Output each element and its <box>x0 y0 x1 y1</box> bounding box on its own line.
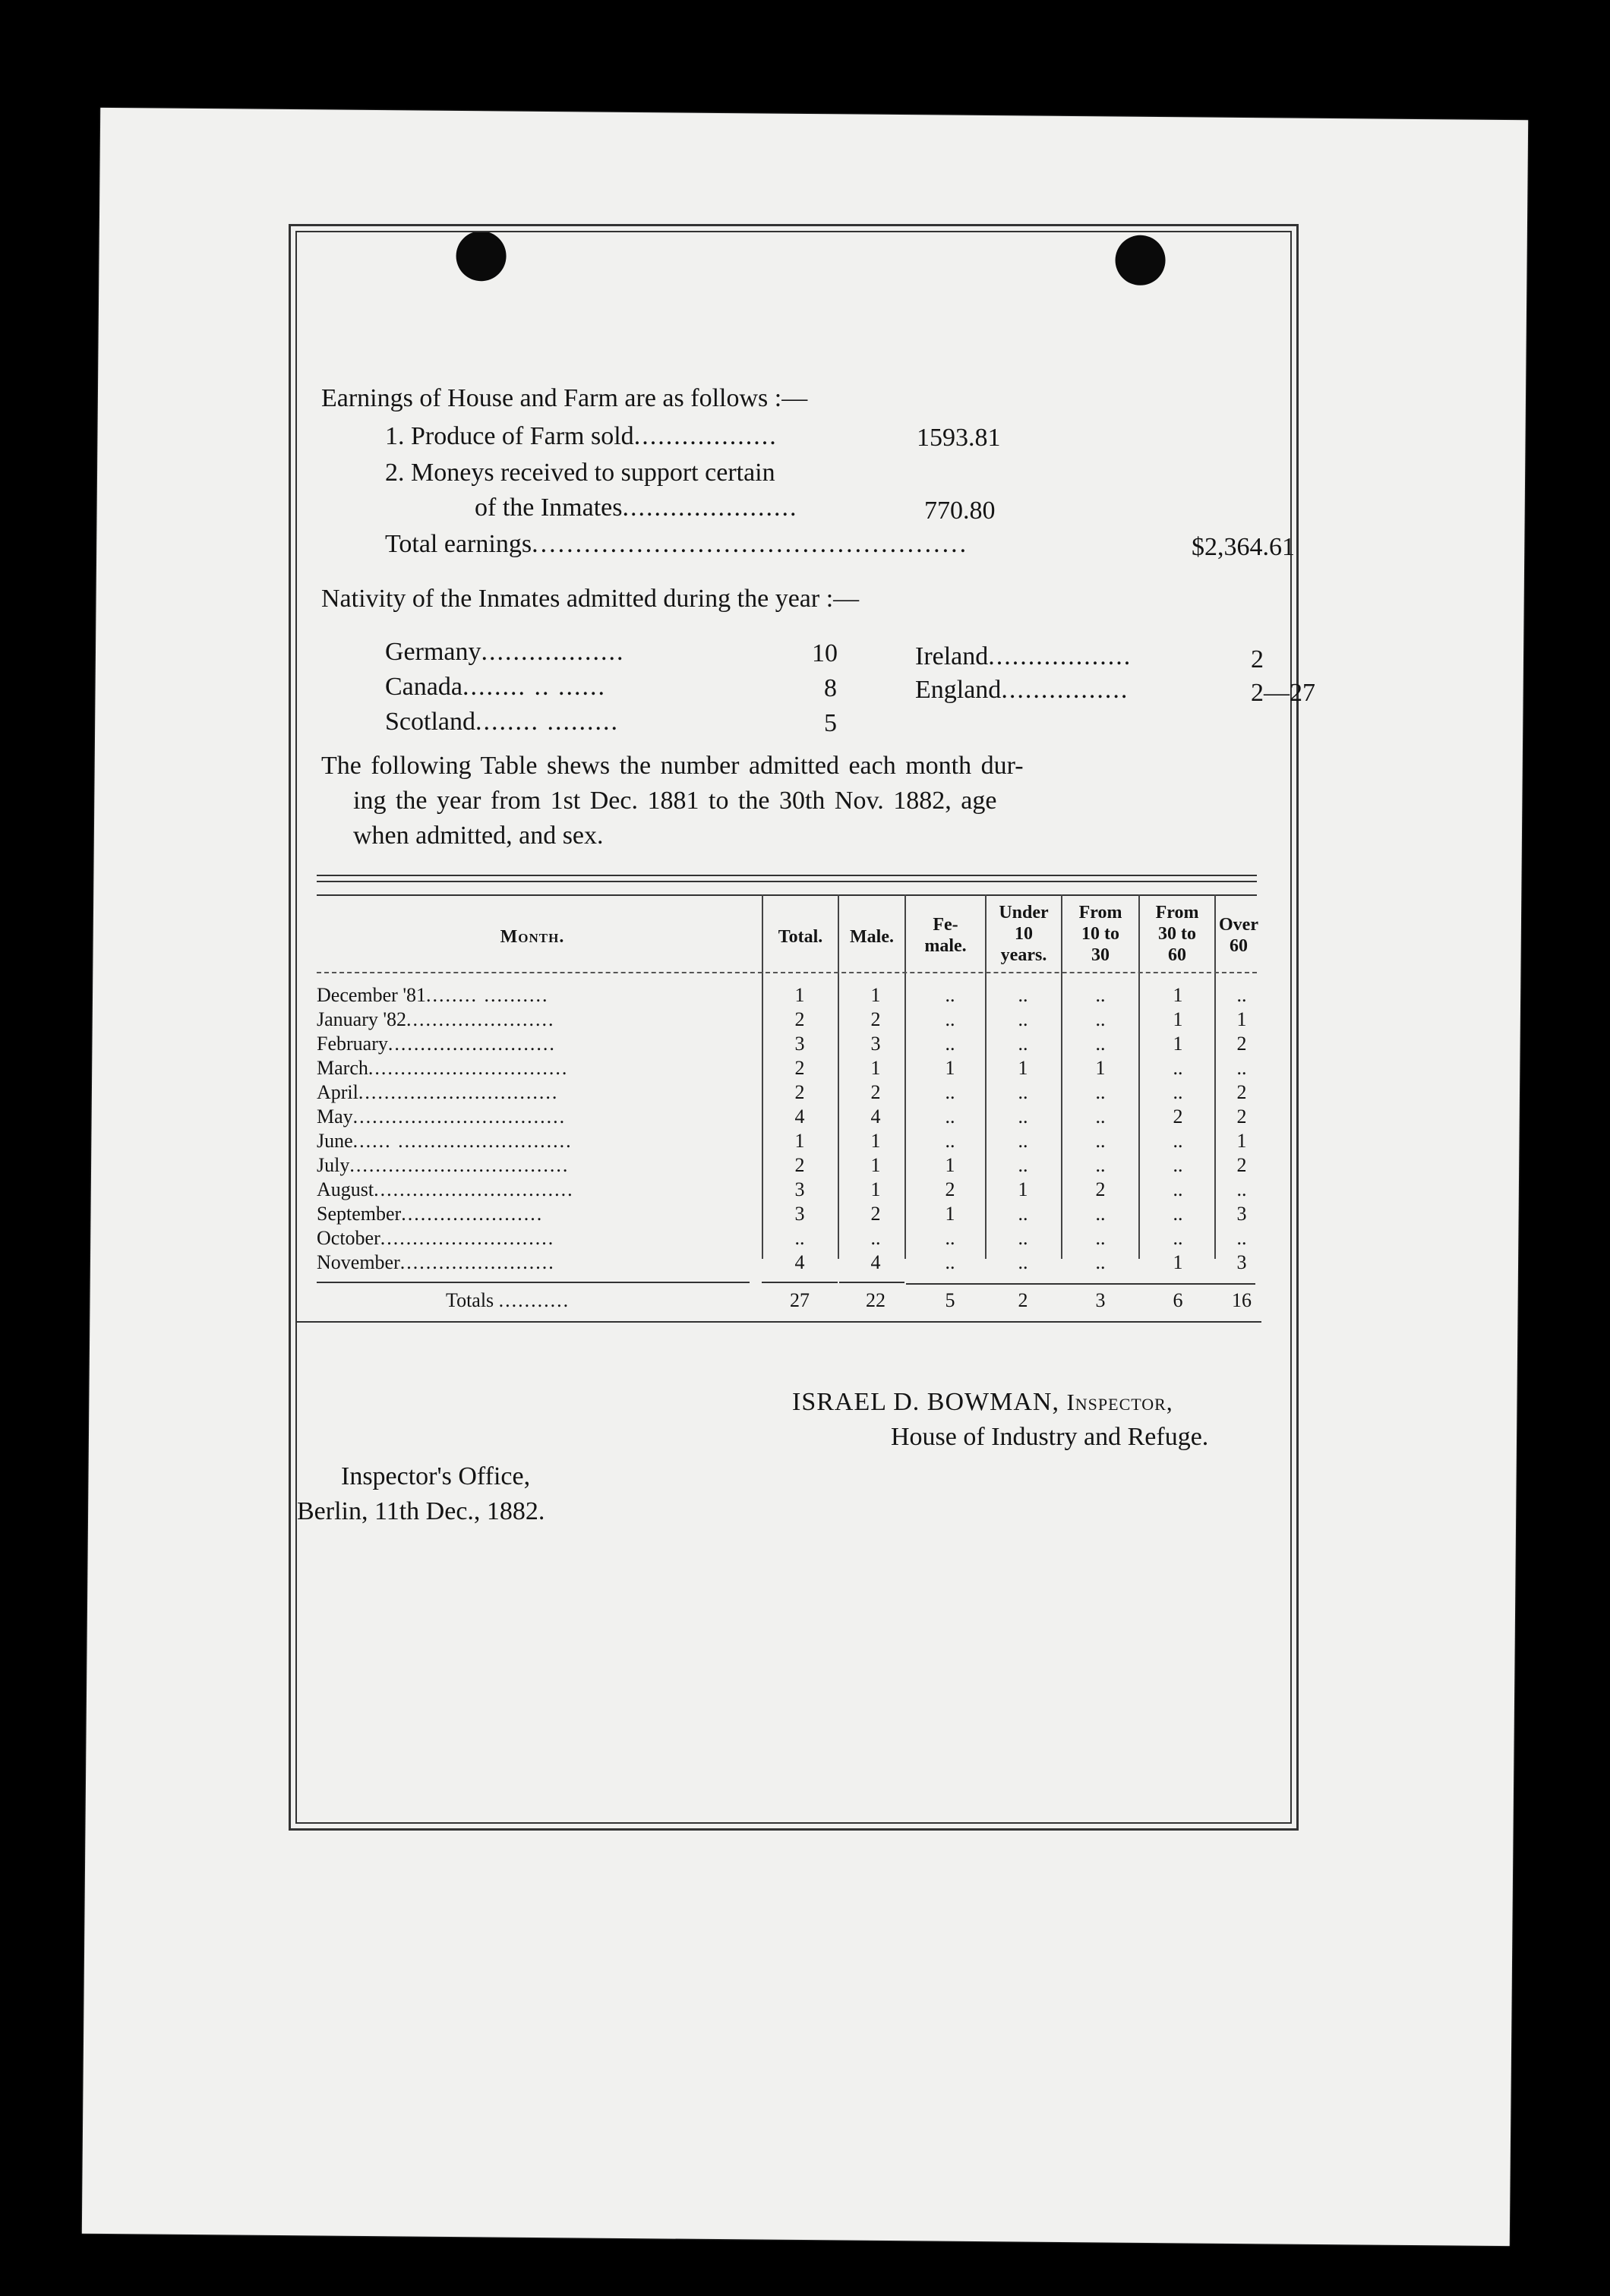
cell-over-60: 1 <box>1236 1130 1247 1152</box>
cell-over-60: .. <box>1236 1178 1247 1200</box>
totals-label <box>446 1289 570 1312</box>
cell-female: 2 <box>945 1178 955 1200</box>
table-column-divider <box>838 894 839 1259</box>
cell-under-10: .. <box>1018 984 1028 1006</box>
earnings-item-2-line-1: 2. Moneys received to support certain <box>385 459 775 487</box>
totals-rule <box>839 1282 904 1283</box>
table-row-month <box>317 1178 574 1201</box>
month-dots: ........................ <box>399 1251 555 1273</box>
header-bottom-rule <box>317 972 1257 973</box>
cell-under-10: 1 <box>1018 1057 1028 1079</box>
nativity-country: Ireland <box>915 642 989 670</box>
header-over-60 <box>1216 914 1261 957</box>
header-30-to-60-line: 60 <box>1168 945 1186 965</box>
month-name: March <box>317 1057 368 1079</box>
cell-total: 3 <box>794 1178 805 1200</box>
cell-male: 2 <box>870 1081 881 1103</box>
header-30-to-60 <box>1140 902 1214 966</box>
table-row-month <box>317 1081 558 1104</box>
month-dots: ........ .......... <box>426 984 549 1006</box>
nativity-count: 2—27 <box>1251 679 1315 707</box>
table-row-month <box>317 1057 568 1080</box>
nativity-dots: .................. <box>481 638 625 666</box>
cell-under-10: .. <box>1018 1227 1028 1249</box>
table-row-month <box>317 1154 569 1177</box>
month-dots: ...... ........................... <box>352 1130 573 1152</box>
header-30-to-60-line: From <box>1155 903 1199 922</box>
cell-under-10: .. <box>1018 1033 1028 1055</box>
earnings-item-1-dots: .................. <box>633 422 778 450</box>
cell-under-10: .. <box>1018 1154 1028 1176</box>
nativity-dots: .................. <box>988 642 1132 670</box>
cell-male: 3 <box>870 1033 881 1055</box>
month-dots: ............................... <box>374 1178 574 1200</box>
header-under-10-line: years. <box>1000 945 1047 965</box>
cell-female: .. <box>945 1033 955 1055</box>
table-column-divider <box>762 894 763 1259</box>
month-name: August <box>317 1178 374 1200</box>
month-name: November <box>317 1251 400 1273</box>
cell-from-10-to-30: .. <box>1095 1105 1106 1128</box>
nativity-count: 10 <box>812 639 838 667</box>
cell-female: 1 <box>945 1203 955 1225</box>
earnings-item-2-value: 770.80 <box>924 497 996 525</box>
total-male: 22 <box>866 1289 886 1311</box>
header-over-60-line: Over <box>1219 915 1258 935</box>
cell-from-30-to-60: 2 <box>1173 1105 1183 1128</box>
table-intro-line-2: ing the year from 1st Dec. 1881 to the 30th Nov. 1882, age <box>353 787 997 815</box>
cell-over-60: .. <box>1236 1057 1247 1079</box>
earnings-total-value: $2,364.61 <box>1192 533 1295 561</box>
cell-from-30-to-60: .. <box>1173 1057 1183 1079</box>
month-name: May <box>317 1105 353 1128</box>
cell-from-30-to-60: 1 <box>1173 1251 1183 1273</box>
cell-over-60: .. <box>1236 1227 1247 1249</box>
table-top-rule <box>317 875 1257 876</box>
cell-total: 3 <box>794 1033 805 1055</box>
cell-total: 4 <box>794 1251 805 1273</box>
header-total: Total. <box>778 927 823 947</box>
cell-male: 4 <box>870 1251 881 1273</box>
cell-female: 1 <box>945 1057 955 1079</box>
cell-over-60: 3 <box>1236 1203 1247 1225</box>
cell-male: 1 <box>870 984 881 1006</box>
earnings-item-1-label: 1. Produce of Farm sold <box>385 422 634 450</box>
cell-from-10-to-30: .. <box>1095 1227 1106 1249</box>
cell-total: 4 <box>794 1105 805 1128</box>
earnings-item-1-value: 1593.81 <box>917 424 1001 452</box>
cell-total: 1 <box>794 1130 805 1152</box>
month-dots: ................................. <box>352 1105 567 1128</box>
nativity-count: 5 <box>824 709 837 737</box>
header-month: Month. <box>500 927 565 947</box>
month-dots: ........................... <box>380 1227 555 1249</box>
cell-from-10-to-30: 1 <box>1095 1057 1106 1079</box>
total-from-10-to-30: 3 <box>1095 1289 1106 1311</box>
month-name: February <box>317 1033 388 1055</box>
office-line-2: Berlin, 11th Dec., 1882. <box>297 1497 545 1525</box>
cell-under-10: .. <box>1018 1081 1028 1103</box>
nativity-dots: ................ <box>1001 676 1129 704</box>
header-10-to-30-line: 30 <box>1091 945 1110 965</box>
header-10-to-30-line: From <box>1078 903 1122 922</box>
table-intro-line-3: when admitted, and sex. <box>353 822 604 850</box>
cell-male: 2 <box>870 1203 881 1225</box>
cell-from-30-to-60: .. <box>1173 1154 1183 1176</box>
nativity-count: 2 <box>1251 645 1264 673</box>
inspector-organization: House of Industry and Refuge. <box>891 1423 1209 1451</box>
earnings-total-dots: .................................................. <box>532 530 969 558</box>
cell-over-60: 2 <box>1236 1081 1247 1103</box>
header-male: Male. <box>850 927 894 947</box>
cell-total: 3 <box>794 1203 805 1225</box>
table-top-rule <box>317 881 1257 882</box>
cell-female: .. <box>945 1105 955 1128</box>
header-10-to-30-line: 10 to <box>1081 924 1119 944</box>
nativity-row-scotland <box>385 708 619 736</box>
cell-total: 2 <box>794 1154 805 1176</box>
nativity-count: 8 <box>824 674 837 702</box>
cell-female: .. <box>945 1130 955 1152</box>
month-dots: ............................... <box>368 1057 569 1079</box>
cell-over-60: 2 <box>1236 1105 1247 1128</box>
cell-female: .. <box>945 1008 955 1030</box>
table-top-rule <box>317 894 1257 896</box>
month-name: January '82 <box>317 1008 407 1030</box>
earnings-item-1 <box>385 422 778 451</box>
table-bottom-rule <box>297 1321 1261 1323</box>
cell-from-30-to-60: .. <box>1173 1130 1183 1152</box>
table-row-month <box>317 1203 543 1225</box>
nativity-row-canada <box>385 673 606 702</box>
cell-from-30-to-60: .. <box>1173 1081 1183 1103</box>
nativity-country: Canada <box>385 673 462 701</box>
header-female-line: Fe- <box>933 915 958 935</box>
cell-under-10: .. <box>1018 1008 1028 1030</box>
total-under-10: 2 <box>1018 1289 1028 1311</box>
cell-total: 2 <box>794 1081 805 1103</box>
earnings-heading: Earnings of House and Farm are as follows :— <box>321 384 808 412</box>
cell-female: .. <box>945 1081 955 1103</box>
header-30-to-60-line: 30 to <box>1158 924 1196 944</box>
cell-under-10: .. <box>1018 1251 1028 1273</box>
cell-total: .. <box>794 1227 805 1249</box>
earnings-total <box>385 530 968 559</box>
table-row-month <box>317 1130 573 1153</box>
nativity-heading: Nativity of the Inmates admitted during the year :— <box>321 585 860 613</box>
cell-under-10: .. <box>1018 1203 1028 1225</box>
nativity-row-ireland <box>915 642 1132 671</box>
totals-label-text: Totals <box>446 1289 494 1311</box>
month-name: December '81 <box>317 984 427 1006</box>
cell-male: 1 <box>870 1154 881 1176</box>
cell-from-10-to-30: .. <box>1095 1033 1106 1055</box>
earnings-item-2-dots: ...................... <box>622 494 798 522</box>
report-frame <box>289 224 1315 1831</box>
cell-male: .. <box>870 1227 881 1249</box>
office-line-1: Inspector's Office, <box>341 1462 531 1490</box>
cell-under-10: .. <box>1018 1105 1028 1128</box>
total-total: 27 <box>790 1289 810 1311</box>
cell-female: .. <box>945 1251 955 1273</box>
nativity-row-england <box>915 676 1129 705</box>
header-under-10-line: Under <box>999 903 1049 922</box>
month-name: April <box>317 1081 358 1103</box>
month-name: October <box>317 1227 380 1249</box>
earnings-item-2-label: of the Inmates <box>475 494 623 522</box>
nativity-dots: ........ ......... <box>475 708 619 736</box>
cell-over-60: 2 <box>1236 1033 1247 1055</box>
nativity-dots: ........ .. ...... <box>462 673 606 701</box>
month-name: September <box>317 1203 402 1225</box>
month-dots: ....................... <box>406 1008 555 1030</box>
table-row-month <box>317 1033 556 1055</box>
header-female <box>906 914 985 957</box>
cell-from-10-to-30: .. <box>1095 1008 1106 1030</box>
cell-total: 2 <box>794 1057 805 1079</box>
nativity-country: England <box>915 676 1002 704</box>
nativity-country: Scotland <box>385 708 475 736</box>
cell-female: .. <box>945 984 955 1006</box>
inspector-signature <box>792 1388 1173 1417</box>
nativity-country: Germany <box>385 638 481 666</box>
report-frame-inner <box>295 231 1315 1824</box>
cell-under-10: .. <box>1018 1130 1028 1152</box>
cell-under-10: 1 <box>1018 1178 1028 1200</box>
cell-from-30-to-60: .. <box>1173 1178 1183 1200</box>
cell-from-10-to-30: .. <box>1095 1130 1106 1152</box>
cell-female: 1 <box>945 1154 955 1176</box>
table-row-month <box>317 1251 555 1274</box>
header-under-10-line: 10 <box>1015 924 1033 944</box>
cell-from-30-to-60: 1 <box>1173 1033 1183 1055</box>
header-10-to-30 <box>1062 902 1138 966</box>
cell-over-60: 3 <box>1236 1251 1247 1273</box>
totals-dots: ........... <box>498 1289 570 1311</box>
cell-total: 2 <box>794 1008 805 1030</box>
month-dots: .......................... <box>387 1033 556 1055</box>
header-over-60-line: 60 <box>1230 936 1248 956</box>
cell-from-30-to-60: .. <box>1173 1227 1183 1249</box>
month-name: June <box>317 1130 353 1152</box>
cell-from-30-to-60: .. <box>1173 1203 1183 1225</box>
total-over-60: 16 <box>1232 1289 1252 1311</box>
cell-from-10-to-30: .. <box>1095 1154 1106 1176</box>
nativity-row-germany <box>385 638 625 667</box>
cell-from-10-to-30: .. <box>1095 1081 1106 1103</box>
month-name: July <box>317 1154 350 1176</box>
cell-male: 1 <box>870 1057 881 1079</box>
inspector-name: ISRAEL D. BOWMAN, <box>792 1388 1059 1416</box>
cell-over-60: .. <box>1236 984 1247 1006</box>
cell-from-10-to-30: 2 <box>1095 1178 1106 1200</box>
cell-over-60: 2 <box>1236 1154 1247 1176</box>
month-dots: ............................... <box>358 1081 559 1103</box>
total-from-30-to-60: 6 <box>1173 1289 1183 1311</box>
totals-rule <box>906 1283 1255 1285</box>
header-female-line: male. <box>924 936 967 956</box>
table-row-month <box>317 1008 555 1031</box>
month-dots: ...................... <box>401 1203 544 1225</box>
inspector-title: Inspector, <box>1066 1389 1173 1415</box>
totals-rule <box>317 1282 750 1283</box>
earnings-item-2-line-2 <box>475 494 798 522</box>
cell-from-10-to-30: .. <box>1095 1203 1106 1225</box>
month-dots: .................................. <box>349 1154 570 1176</box>
header-under-10 <box>987 902 1061 966</box>
table-intro-line-1: The following Table shews the number admitted each month dur- <box>321 752 1024 780</box>
totals-rule <box>762 1282 838 1283</box>
cell-female: .. <box>945 1227 955 1249</box>
cell-from-10-to-30: .. <box>1095 1251 1106 1273</box>
total-female: 5 <box>945 1289 955 1311</box>
cell-male: 2 <box>870 1008 881 1030</box>
table-row-month <box>317 1227 554 1250</box>
earnings-total-label: Total earnings <box>385 530 532 558</box>
table-row-month <box>317 984 549 1007</box>
cell-from-10-to-30: .. <box>1095 984 1106 1006</box>
table-row-month <box>317 1105 566 1128</box>
cell-from-30-to-60: 1 <box>1173 1008 1183 1030</box>
cell-from-30-to-60: 1 <box>1173 984 1183 1006</box>
cell-male: 1 <box>870 1130 881 1152</box>
cell-male: 1 <box>870 1178 881 1200</box>
cell-male: 4 <box>870 1105 881 1128</box>
cell-total: 1 <box>794 984 805 1006</box>
cell-over-60: 1 <box>1236 1008 1247 1030</box>
